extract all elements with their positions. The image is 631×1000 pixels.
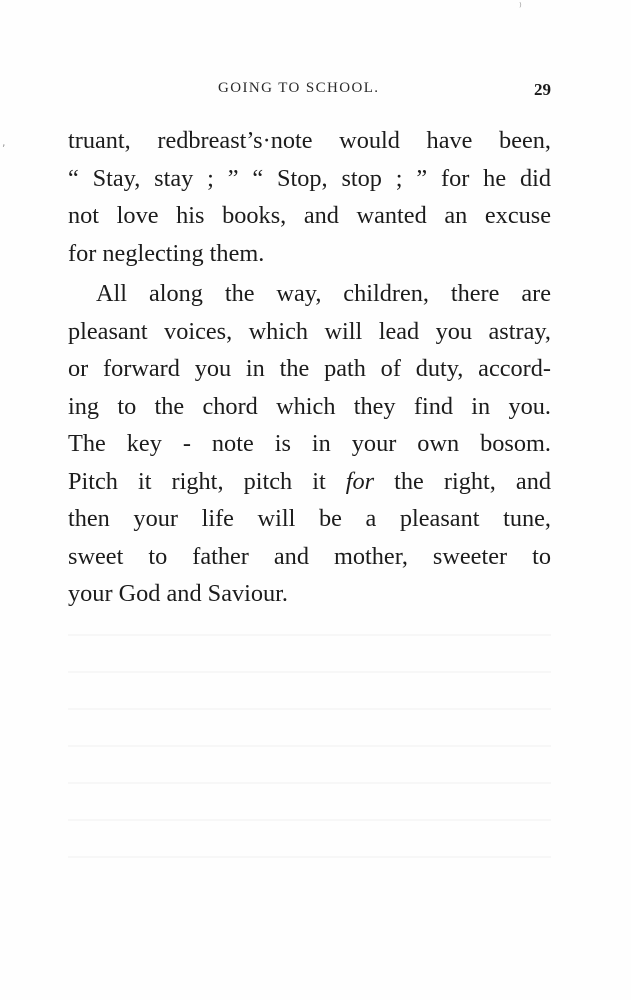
text-line: truant, redbreast’s·note would have been, (68, 127, 551, 154)
text-line-with-emphasis (68, 463, 551, 501)
paragraph-2 (68, 275, 551, 613)
page-number: 29 (534, 80, 551, 99)
body-text (68, 122, 551, 613)
text-line: your God and Saviour. (68, 580, 289, 607)
text-line: or forward you in the path of duty, accord- (68, 355, 551, 382)
text-line: ing to the chord which they find in you. (68, 392, 551, 420)
text-line: sweet to father and mother, sweeter to (68, 542, 551, 570)
text-line: then your life will be a pleasant tune, (68, 505, 551, 532)
margin-mark: , (2, 136, 6, 149)
text-fragment: Pitch it right, pitch it (68, 467, 346, 495)
text-line: The key - note is in your own bosom. (68, 430, 551, 457)
running-head: GOING TO SCHOOL. (218, 80, 380, 96)
text-line: for neglecting them. (68, 239, 265, 267)
margin-mark: ⁾ (519, 0, 522, 13)
paragraph-1 (68, 122, 551, 272)
text-line: pleasant voices, which will lead you astray, (68, 317, 551, 345)
page-header (68, 80, 551, 100)
emphasis-word: for (345, 467, 375, 495)
text-line: All along the way, children, there are (96, 280, 551, 307)
text-line: not love his books, and wanted an excuse (68, 202, 551, 229)
text-fragment: the right, and (374, 467, 551, 495)
show-through-shadow (68, 610, 551, 870)
text-line: “ Stay, stay ; ” “ Stop, stop ; ” for he did (68, 164, 551, 192)
